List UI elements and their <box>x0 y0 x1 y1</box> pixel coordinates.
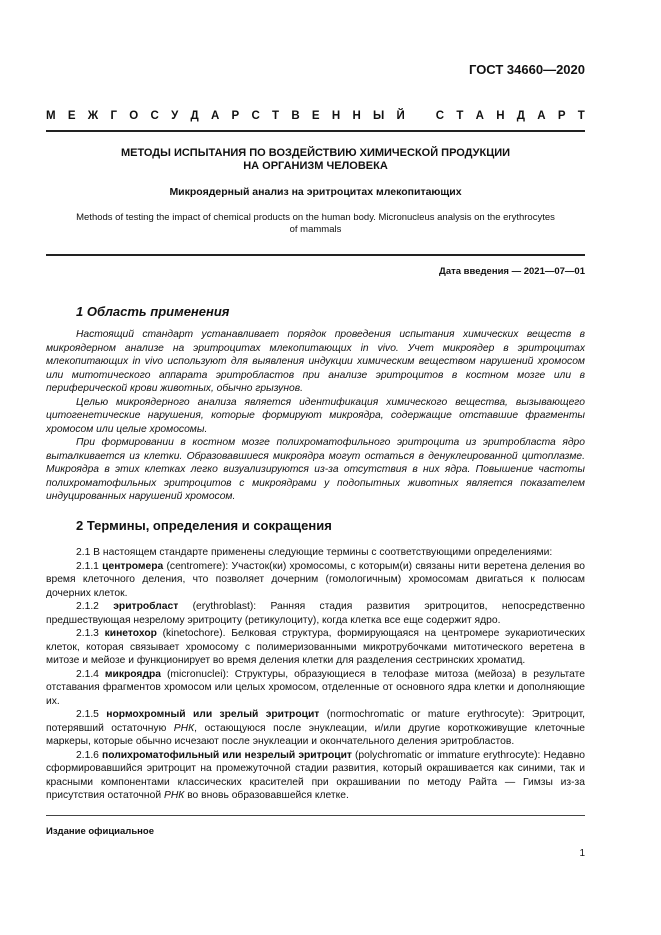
banner-letter: Н <box>352 110 361 122</box>
title-en-line2: of mammals <box>289 224 342 235</box>
banner-letter: С <box>435 110 445 122</box>
term-definition: Эритроцит, потерявший остаточную <box>46 709 585 734</box>
interstate-standard-banner <box>46 110 585 122</box>
document-title-en <box>46 212 585 236</box>
term-english: (kinetochore). <box>156 628 232 639</box>
footer-rule <box>46 815 585 816</box>
term-definition: Белковая структура, формирующаяся на центромере эукариотических клеток, которая связывает хромосому с полимеризованными микротрубочками митотического веретена в митозе и мейозе и функционирует во время деления клетки для разделения сестринских хроматид. <box>46 628 585 666</box>
term-entry <box>46 708 585 749</box>
term-definition: Участок(ки) хромосомы, с которым(и) связаны нити веретена деления во время клеточного деления, что позволяет дочерним (гомологичным) хромосомам двигаться к полюсам дочерних клеток. <box>46 560 585 599</box>
banner-letter: Е <box>311 110 320 122</box>
term-name: микроядра <box>104 668 161 680</box>
term-name: эритробласт <box>113 601 179 612</box>
banner-letter: Ы <box>373 110 385 122</box>
official-edition-label: Издание официальное <box>46 826 154 837</box>
term-number: 2.1.2 <box>76 601 99 612</box>
section2-body <box>46 546 585 803</box>
banner-letter: Т <box>272 110 280 122</box>
banner-letter: С <box>150 110 159 122</box>
document-code: ГОСТ 34660—2020 <box>469 62 585 77</box>
banner-letter: Р <box>557 110 566 122</box>
banner-letter: В <box>291 110 300 122</box>
term-abbrev: РНК <box>173 722 195 734</box>
section2-heading: 2 Термины, определения и сокращения <box>76 518 332 533</box>
banner-letter: М <box>46 110 56 122</box>
term-english: (polychromatic or immature erythrocyte): <box>351 749 544 761</box>
term-abbrev: РНК <box>163 790 185 801</box>
banner-letter: Ж <box>87 110 99 122</box>
banner-letter: О <box>129 110 139 122</box>
term-entry <box>46 749 585 803</box>
banner-letter: У <box>171 110 179 122</box>
term-definition: Ранняя стадия развития эритроцитов, непосредственно предшествующая незрелому эритроциту (ретикулоциту), когда клетка все еще содержит ядро. <box>46 601 585 626</box>
section1-heading: 1 Область применения <box>76 304 230 319</box>
banner-letter: Т <box>577 110 585 122</box>
term-definition: Недавно сформировавшийся эритроцит на промежуточной стадии развития, который окрашивается как синими, так и красными компонентами классических красителей при окрашивании по методу Райта — Гимзы из-за присутствия остаточной <box>46 749 585 801</box>
term-number: 2.1.6 <box>76 749 99 761</box>
term-entry <box>46 668 585 709</box>
term-name: центромера <box>102 560 164 572</box>
banner-letter: А <box>475 110 484 122</box>
term-entry <box>46 627 585 668</box>
banner-letter: Й <box>396 110 405 122</box>
term-definition: Структуры, образующиеся в телофазе митоза (мейоза) в результате отставания фрагментов хромосом или целых хромосом, отделенные от основного ядра клетки и дополняющие их. <box>46 668 585 707</box>
title-en-line1: Methods of testing the impact of chemical products on the human body. Micronucleus analysis on the erythrocytes <box>76 212 555 223</box>
top-rule <box>46 130 585 132</box>
section1-paragraph: Настоящий стандарт устанавливает порядок проведения испытания химических веществ в микроядерном анализе на эритроцитах млекопитающих in vivo. Учет микроядер в эритроцитах млекопитающих in vivo используют для выявления индукции химическим веществом нарушений хромосом или митотического аппарата эритробластов при анализе эритроцитов в костном мозге или в периферической крови животных, обычно грызунов. <box>46 329 585 394</box>
introduction-date: Дата введения — 2021—07—01 <box>439 266 585 277</box>
section1-paragraph: Целью микроядерного анализа является идентификация химического вещества, вызывающего цитогенетические нарушения, которые формируют микроядра, содержащие отставшие фрагменты хромосом или целые хромосомы. <box>46 396 585 435</box>
banner-letter: А <box>537 110 546 122</box>
title-ru-line1: МЕТОДЫ ИСПЫТАНИЯ ПО ВОЗДЕЙСТВИЮ ХИМИЧЕСКОЙ ПРОДУКЦИИ <box>120 147 511 159</box>
term-english: (erythroblast): <box>178 601 271 612</box>
term-name: нормохромный или зрелый эритроцит <box>106 709 320 720</box>
term-number: 2.1.1 <box>76 560 99 572</box>
section2-intro: 2.1 В настоящем стандарте применены следующие термины с соответствующими определениями: <box>76 547 553 558</box>
term-english: (centromere): <box>163 560 232 572</box>
term-english: (normochromatic or mature erythrocyte): <box>319 709 532 720</box>
term-number: 2.1.5 <box>76 709 99 720</box>
banner-letter: Д <box>190 110 199 122</box>
document-subtitle-ru: Микроядерный анализ на эритроцитах млекопитающих <box>169 186 462 198</box>
title-ru-line2: НА ОРГАНИЗМ ЧЕЛОВЕКА <box>243 160 388 172</box>
term-english: (micronuclei): <box>161 668 235 680</box>
page-number: 1 <box>579 848 585 859</box>
banner-letter: А <box>210 110 220 122</box>
banner-letter: Е <box>67 110 76 122</box>
title-rule <box>46 254 585 256</box>
term-name: полихроматофильный или незрелый эритроцит <box>101 749 352 761</box>
banner-letter: Г <box>110 110 117 122</box>
term-name: кинетохор <box>104 628 157 639</box>
document-title-ru <box>46 147 585 173</box>
banner-letter: С <box>251 110 260 122</box>
banner-letter: Н <box>496 110 505 122</box>
banner-letter <box>417 110 423 122</box>
banner-letter: Н <box>331 110 341 122</box>
banner-letter: Р <box>231 110 240 122</box>
term-number: 2.1.4 <box>76 668 99 680</box>
term-definition-cont: во вновь образовавшейся клетке. <box>184 790 349 801</box>
term-number: 2.1.3 <box>76 628 99 639</box>
banner-letter: Т <box>456 110 464 122</box>
term-definition-cont: , остающуюся после энуклеации, и/или другие короткоживущие клеточные маркеры, которые обычно исчезают после энуклеации и окончательного деления эритробластов. <box>46 722 585 747</box>
section1-paragraph: При формировании в костном мозге полихроматофильного эритроцита из эритробласта ядро выталкивается из клетки. Образовавшиеся микроядра могут остаться в денуклеированной цитоплазме. Микроядра в этих клетках легко визуализируются из-за отсутствия в них ядра. Повышение частоты полихроматофильных эритроцитов с микроядрами у подопытных животных является показателем индуцированных нарушений хромосом. <box>46 437 585 502</box>
term-entry <box>46 560 585 601</box>
banner-letter: Д <box>516 110 525 122</box>
section1-body <box>46 328 585 504</box>
term-entry <box>46 600 585 627</box>
